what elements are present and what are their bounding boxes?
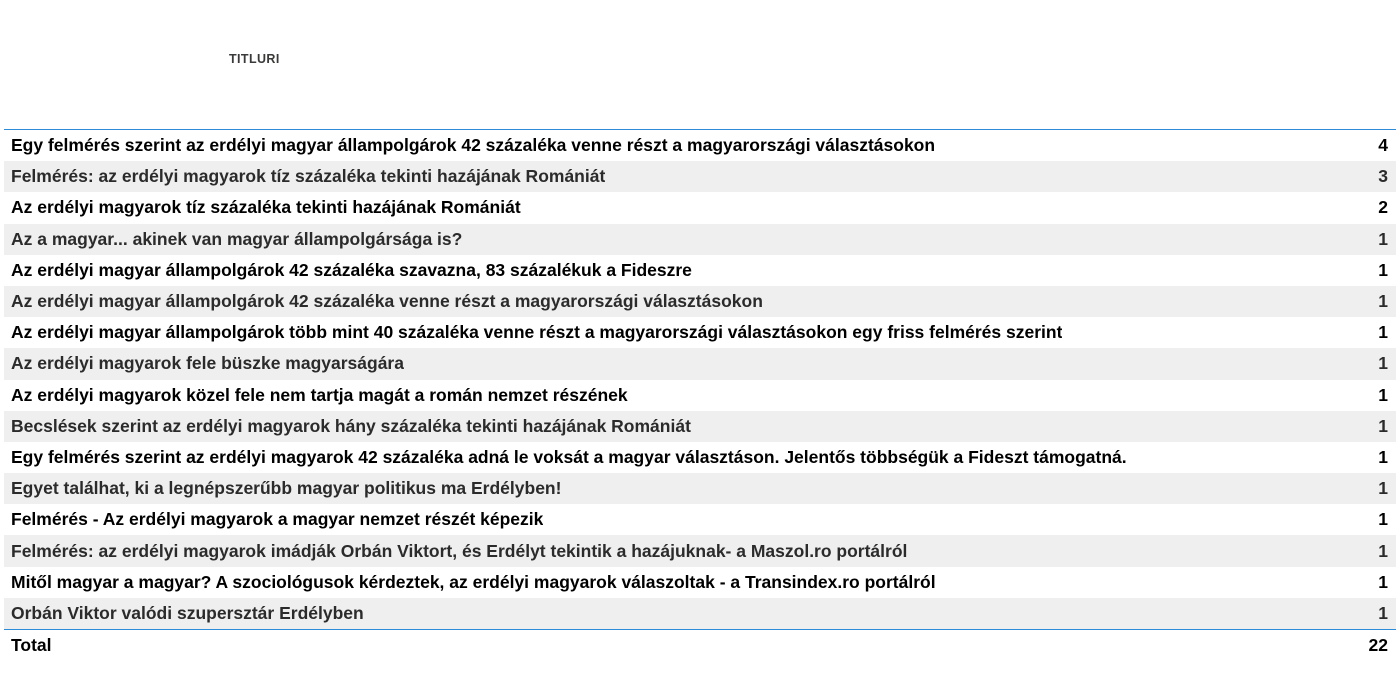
row-title: Felmérés: az erdélyi magyarok tíz százaléka tekinti hazájának Romániát (11, 166, 606, 187)
table-header-title: TITLURI (229, 52, 280, 66)
table-row[interactable] (4, 380, 1396, 411)
row-count: 1 (1378, 259, 1388, 280)
row-title: Az erdélyi magyar állampolgárok több mint 40 százaléka venne részt a magyarországi választásokon egy friss felmérés szerint (11, 322, 1063, 343)
table-row[interactable] (4, 348, 1396, 379)
row-title: Az erdélyi magyar állampolgárok 42 százaléka szavazna, 83 százalékuk a Fideszre (11, 259, 692, 280)
row-count: 1 (1378, 540, 1388, 561)
row-count: 1 (1378, 602, 1388, 623)
table-row[interactable] (4, 535, 1396, 566)
row-title: Egy felmérés szerint az erdélyi magyar állampolgárok 42 százaléka venne részt a magyarországi választásokon (11, 135, 936, 156)
table-row[interactable] (4, 442, 1396, 473)
total-label: Total (11, 634, 52, 655)
row-title: Egy felmérés szerint az erdélyi magyarok 42 százaléka adná le voksát a magyar választáson. Jelentős többségük a Fideszt támogatná. (11, 446, 1127, 467)
total-row (4, 629, 1396, 660)
table-row[interactable] (4, 161, 1396, 192)
table-row[interactable] (4, 286, 1396, 317)
row-title: Mitől magyar a magyar? A szociológusok kérdeztek, az erdélyi magyarok válaszoltak - a Transindex.ro portálról (11, 571, 936, 592)
row-title: Az a magyar... akinek van magyar állampolgársága is? (11, 228, 463, 249)
row-count: 1 (1378, 415, 1388, 436)
row-count: 1 (1378, 291, 1388, 312)
table-row[interactable] (4, 567, 1396, 598)
table-row[interactable] (4, 130, 1396, 161)
row-count: 2 (1378, 197, 1388, 218)
row-count: 1 (1378, 322, 1388, 343)
table-row[interactable] (4, 224, 1396, 255)
row-count: 1 (1378, 228, 1388, 249)
table-row[interactable] (4, 504, 1396, 535)
row-title: Felmérés: az erdélyi magyarok imádják Orbán Viktort, és Erdélyt tekintik a hazájuknak- a Maszol.ro portálról (11, 540, 908, 561)
row-count: 1 (1378, 446, 1388, 467)
table-row[interactable] (4, 192, 1396, 223)
table-row[interactable] (4, 473, 1396, 504)
row-title: Felmérés - Az erdélyi magyarok a magyar nemzet részét képezik (11, 509, 544, 530)
total-count: 22 (1368, 634, 1388, 655)
row-count: 1 (1378, 478, 1388, 499)
table-row[interactable] (4, 255, 1396, 286)
row-title: Becslések szerint az erdélyi magyarok hány százaléka tekinti hazájának Romániát (11, 415, 691, 436)
row-title: Egyet találhat, ki a legnépszerűbb magyar politikus ma Erdélyben! (11, 478, 562, 499)
row-title: Az erdélyi magyarok tíz százaléka tekinti hazájának Romániát (11, 197, 521, 218)
row-title: Az erdélyi magyarok közel fele nem tartja magát a román nemzet részének (11, 384, 628, 405)
row-count: 1 (1378, 509, 1388, 530)
table-body (4, 130, 1396, 629)
row-title: Az erdélyi magyarok fele büszke magyarságára (11, 353, 404, 374)
row-count: 1 (1378, 384, 1388, 405)
row-title: Az erdélyi magyar állampolgárok 42 százaléka venne részt a magyarországi választásokon (11, 291, 763, 312)
row-count: 4 (1378, 135, 1388, 156)
row-count: 1 (1378, 571, 1388, 592)
table-row[interactable] (4, 411, 1396, 442)
row-count: 1 (1378, 353, 1388, 374)
table-row[interactable] (4, 317, 1396, 348)
row-count: 3 (1378, 166, 1388, 187)
row-title: Orbán Viktor valódi szupersztár Erdélyben (11, 602, 364, 623)
titles-table (4, 129, 1396, 660)
table-row[interactable] (4, 598, 1396, 629)
